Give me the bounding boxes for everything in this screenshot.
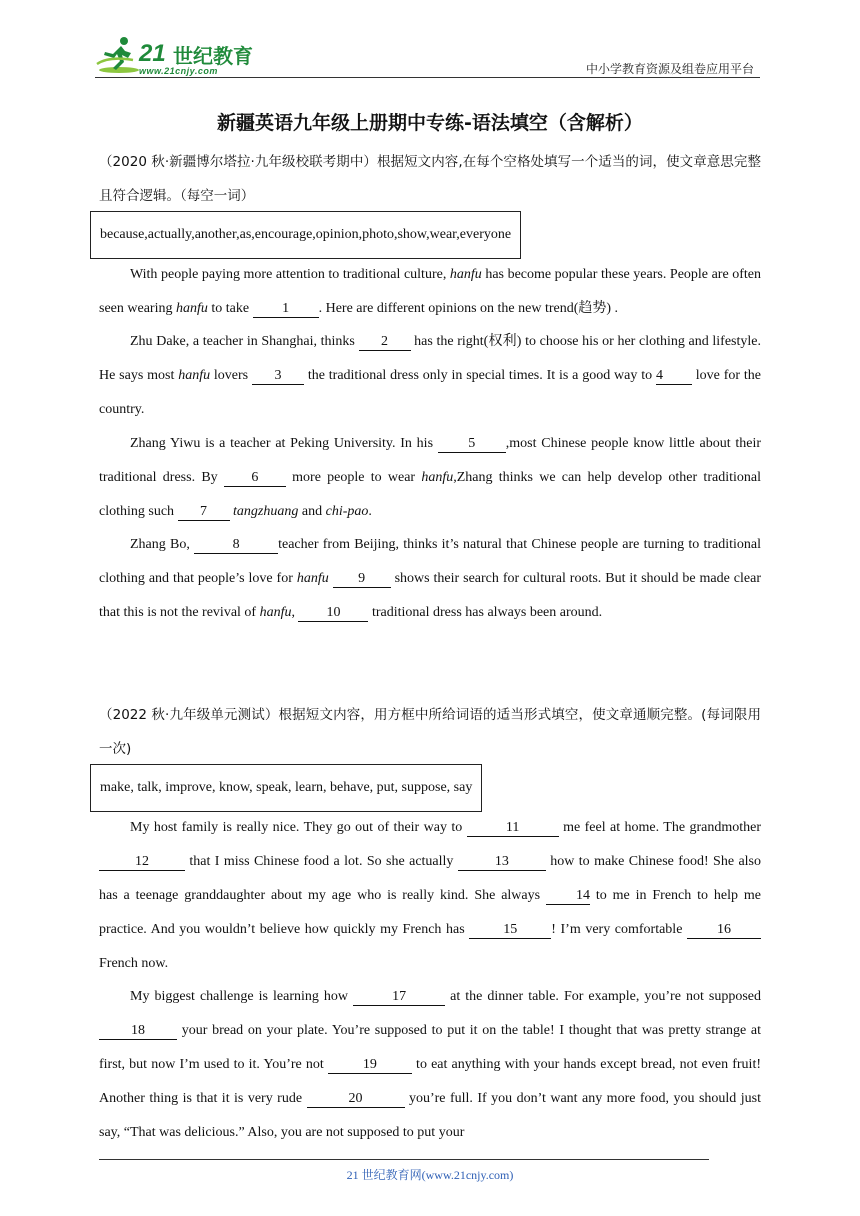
blank-13[interactable]: 13 [458, 854, 546, 871]
logo-url: www.21cnjy.com [139, 66, 218, 76]
blank-20[interactable]: 20 [307, 1091, 405, 1108]
blank-10[interactable]: 10 [298, 605, 368, 622]
blank-15[interactable]: 15 [469, 922, 551, 939]
blank-8[interactable]: 8 [194, 537, 278, 554]
page-header [95, 30, 760, 80]
section1-word-box: because,actually,another,as,encourage,opinion,photo,show,wear,everyone [90, 211, 521, 259]
blank-6[interactable]: 6 [224, 470, 286, 487]
blank-14[interactable]: 14 [546, 888, 590, 905]
section1-paragraph-4: Zhang Bo, 8 teacher from Beijing, thinks it’s natural that Chinese people are turning to traditional clothing and that people’s love for hanfu 9 shows their search for cultural roots. But it should be made clear that this is not the revival of hanfu, 10 traditional dress has always been around. [99, 537, 761, 620]
blank-17[interactable]: 17 [353, 989, 445, 1006]
section1-paragraph-2: Zhu Dake, a teacher in Shanghai, thinks 2 has the right(权利) to choose his or her clothing and lifestyle. He says most hanfu lovers 3 the traditional dress only in special times. It is a good way to 4 love for the country. [99, 334, 762, 417]
blank-1[interactable]: 1 [253, 301, 319, 318]
logo-number: 21 [139, 40, 166, 67]
blank-9[interactable]: 9 [333, 571, 391, 588]
site-logo [95, 34, 265, 76]
blank-18[interactable]: 18 [99, 1023, 177, 1040]
header-divider [95, 77, 760, 78]
blank-5[interactable]: 5 [438, 436, 506, 453]
section2-instruction: （2022 秋·九年级单元测试）根据短文内容，用方框中所给词语的适当形式填空，使文章通顺完整。(每词限用一次) [99, 707, 761, 757]
section2-paragraph-2: My biggest challenge is learning how 17 at the dinner table. For example, you’re not supposed 18 your bread on your plate. You’re supposed to put it on the table! I thought that was pretty strange at first, but now I’m used to it. You’re not 19 to eat anything with your hands except bread, not even fruit! Another thing is that it is very rude 20 you’re full. If you don’t want any more food, you should just say, “That was delicious.” Also, you are not supposed to put your [99, 989, 762, 1140]
footer-divider [99, 1159, 709, 1160]
blank-2[interactable]: 2 [359, 334, 411, 351]
page-title: 新疆英语九年级上册期中专练-语法填空（含解析） [217, 112, 643, 134]
blank-16[interactable]: 16 [687, 922, 761, 939]
section2-word-box: make, talk, improve, know, speak, learn, behave, put, suppose, say [90, 764, 482, 812]
blank-4[interactable]: 4 [656, 368, 692, 385]
logo-text: 世纪教育 [173, 44, 253, 68]
platform-name: 中小学教育资源及组卷应用平台 [585, 62, 754, 76]
blank-7[interactable]: 7 [178, 504, 230, 521]
section2-paragraph-1: My host family is really nice. They go out of their way to 11 me feel at home. The grandmother 12 that I miss Chinese food a lot. So she actually 13 how to make Chinese food! She also has a teenage granddaughter about my age who is really kind. She always 14 to me in French to help me practice. And you wouldn’t believe how quickly my French has 15 ! I’m very comfortable 16 French now. [99, 820, 762, 971]
section1-paragraph-3: Zhang Yiwu is a teacher at Peking University. In his 5 ,most Chinese people know little about their traditional dress. By 6 more people to wear hanfu,Zhang thinks we can help develop other traditional clothing such 7 tangzhuang and chi-pao. [99, 436, 761, 519]
section1-paragraph-1: With people paying more attention to traditional culture, hanfu has become popular these years. People are often seen wearing hanfu to take 1 . Here are different opinions on the new trend(趋势) . [99, 267, 761, 316]
blank-19[interactable]: 19 [328, 1057, 412, 1074]
blank-3[interactable]: 3 [252, 368, 304, 385]
blank-11[interactable]: 11 [467, 820, 559, 837]
blank-12[interactable]: 12 [99, 854, 185, 871]
section1-instruction: （2020 秋·新疆博尔塔拉·九年级校联考期中）根据短文内容,在每个空格处填写一个适当的词，使文章意思完整且符合逻辑。（每空一词） [99, 154, 761, 204]
runner-logo-icon [95, 34, 139, 76]
page-footer[interactable]: 21 世纪教育网(www.21cnjy.com) [346, 1168, 514, 1182]
